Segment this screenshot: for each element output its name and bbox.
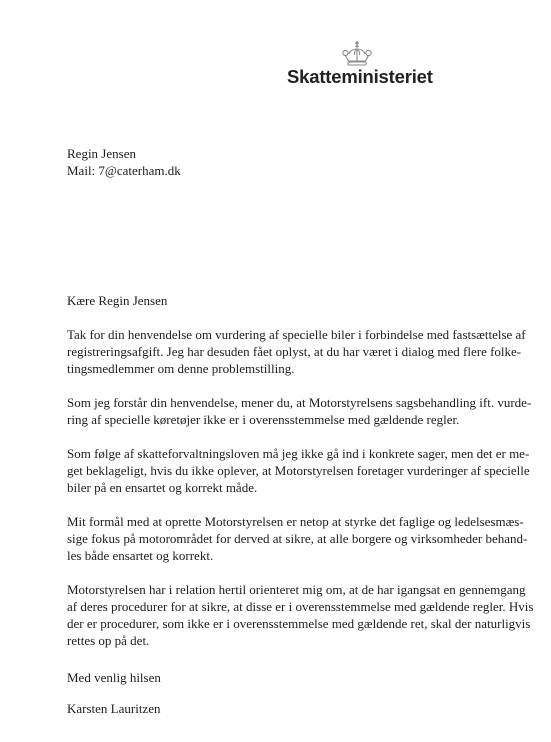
paragraph-line: get beklageligt, hvis du ikke oplever, at Motorstyrelsen foretager vurderinger af specielle	[67, 463, 530, 478]
paragraph-line: Motorstyrelsen har i relation hertil orienteret mig om, at de har igangsat en gennemgang	[67, 582, 526, 597]
paragraph-line: les både ensartet og korrekt.	[67, 548, 214, 563]
paragraph-line: ring af specielle køretøjer ikke er i overensstemmelse med gældende regler.	[67, 412, 460, 427]
salutation: Kære Regin Jensen	[67, 293, 168, 308]
paragraph-line: Tak for din henvendelse om vurdering af specielle biler i forbindelse med fastsættelse af	[67, 327, 526, 342]
paragraph-line: Som jeg forstår din henvendelse, mener du, at Motorstyrelsens sagsbehandling ift. vurde-	[67, 395, 532, 410]
org-name: Skatteministeriet	[287, 66, 433, 87]
signer-name: Karsten Lauritzen	[67, 701, 161, 716]
paragraph-line: af deres procedurer for at sikre, at disse er i overensstemmelse med gældende regler. Hvis	[67, 599, 534, 614]
paragraph-line: Mit formål med at oprette Motorstyrelsen er netop at styrke det faglige og ledelsesmæs-	[67, 514, 524, 529]
paragraph-line: rettes op på det.	[67, 633, 150, 648]
closing: Med venlig hilsen	[67, 670, 161, 685]
paragraph	[67, 394, 537, 428]
recipient-name: Regin Jensen	[67, 146, 136, 161]
paragraph-line: der er procedurer, som ikke er i overensstemmelse med gældende ret, skal der naturligvis	[67, 616, 531, 631]
paragraph-line: sige fokus på motorområdet for derved at sikre, at alle borgere og virksomheder behand-	[67, 531, 528, 546]
paragraph-line: registreringsafgift. Jeg har desuden fået oplyst, at du har været i dialog med flere folke-	[67, 344, 522, 359]
recipient-block	[67, 145, 181, 179]
paragraph	[67, 445, 537, 496]
recipient-mail: Mail: 7@caterham.dk	[67, 163, 181, 178]
paragraph	[67, 581, 537, 649]
letter-body	[67, 292, 537, 717]
paragraph	[67, 513, 537, 564]
paragraph-line: biler på en ensartet og korrekt måde.	[67, 480, 258, 495]
paragraph	[67, 326, 537, 377]
paragraph-line: tingsmedlemmer om denne problemstilling.	[67, 361, 295, 376]
paragraph-line: Som følge af skatteforvaltningsloven må jeg ikke gå ind i konkrete sager, men det er me-	[67, 446, 530, 461]
